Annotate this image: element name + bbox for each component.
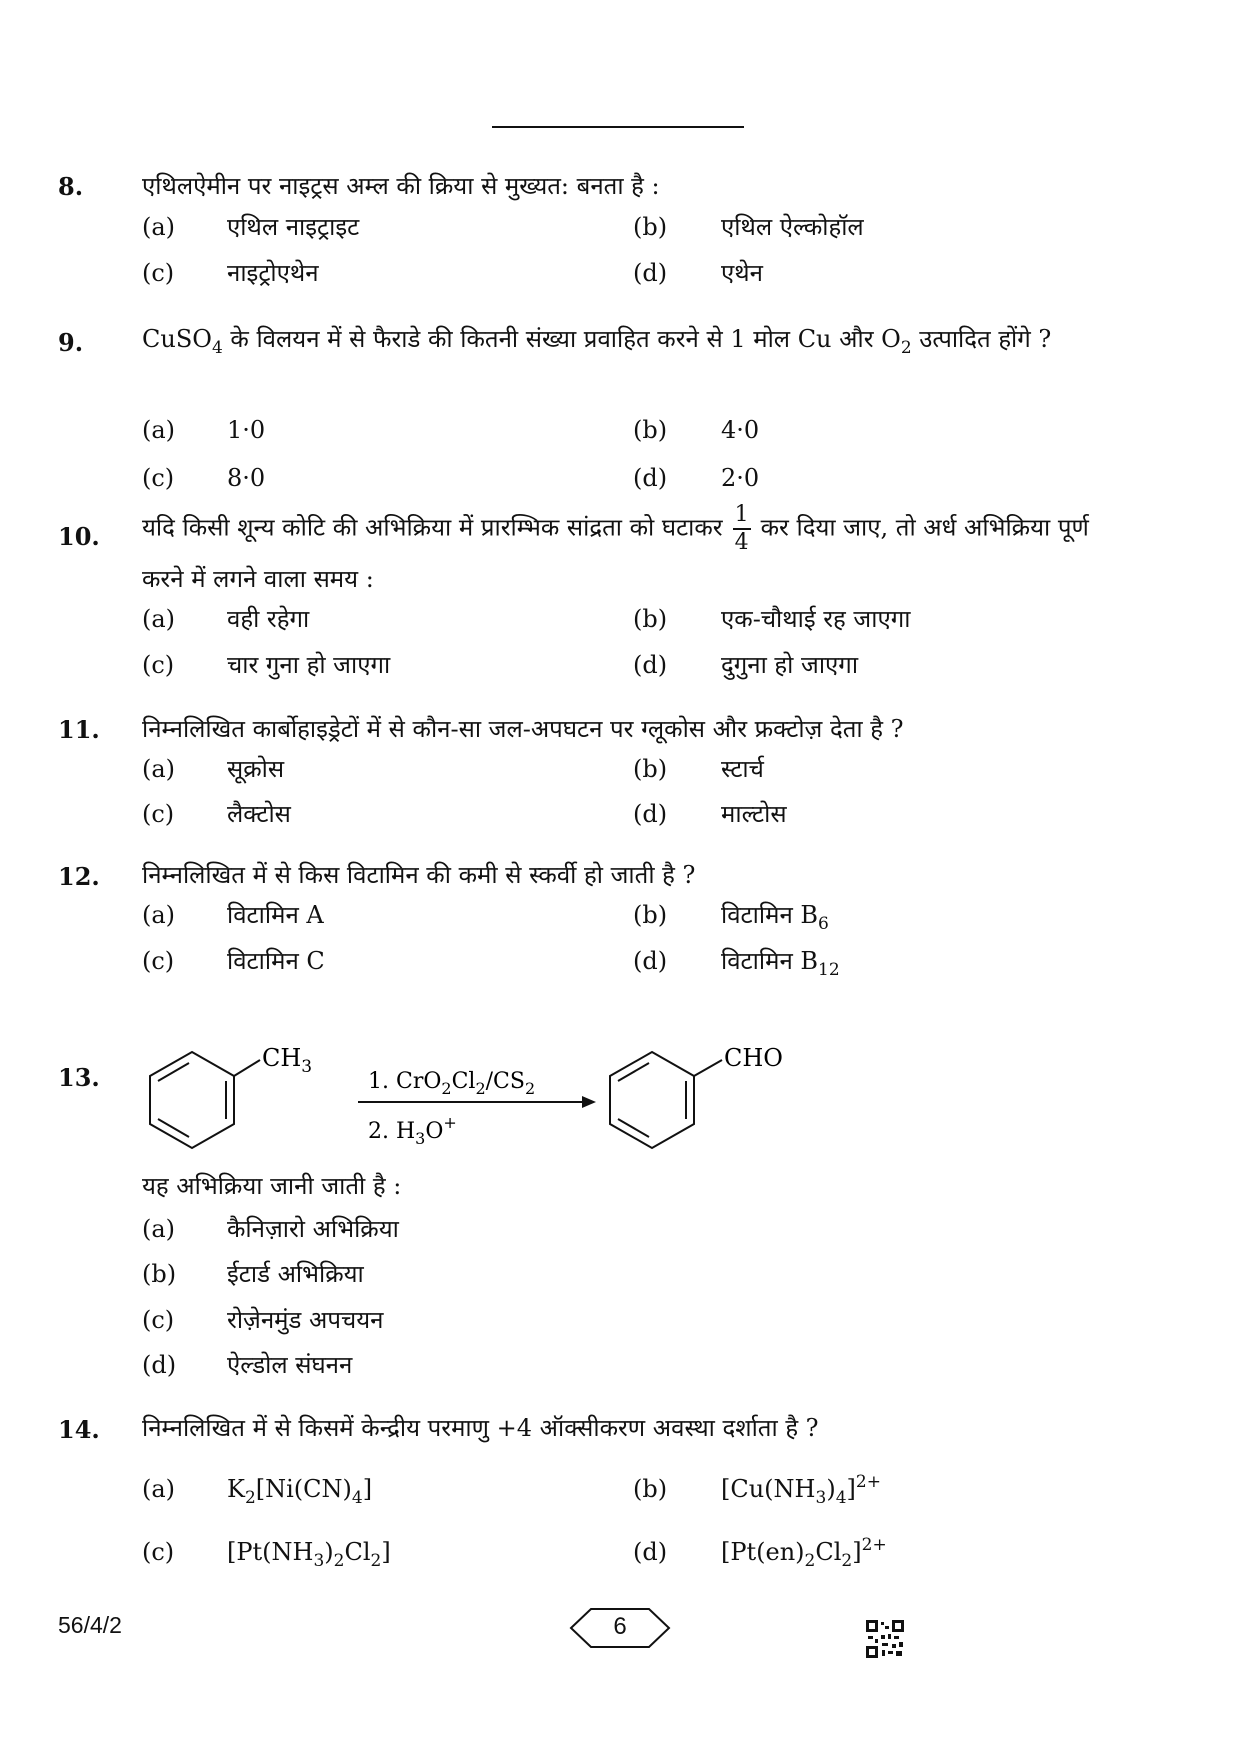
option-label: (c) (142, 651, 175, 679)
option-label: (b) (142, 1260, 177, 1288)
option-label: (b) (633, 605, 668, 633)
option-label: (d) (633, 800, 668, 828)
option-label: (a) (142, 1215, 176, 1243)
option-text: एथेन (721, 259, 763, 287)
option-text: विटामिन A (227, 901, 324, 929)
question-number: 13. (58, 1063, 100, 1092)
question-text: CuSO$_4$ के विलयन में से फैराडे की कितनी संख्या प्रवाहित करने से 1 मोल Cu और $O_2$ उत्पादित होंगे ? (142, 325, 1052, 358)
option-text: रोज़ेनमुंड अपचयन (227, 1306, 384, 1334)
question-number: 11. (58, 715, 100, 744)
option-label: (c) (142, 1538, 175, 1566)
option-label: (b) (633, 416, 668, 444)
option-label: (a) (142, 213, 176, 241)
question-text: एथिलऐमीन पर नाइट्रस अम्ल की क्रिया से मुख्यत: बनता है : (142, 172, 660, 200)
option-label: (b) (633, 901, 668, 929)
page-number-badge (567, 1607, 673, 1649)
option-text: एथिल नाइट्राइट (227, 213, 360, 241)
option-label: (c) (142, 259, 175, 287)
option-text: नाइट्रोएथेन (227, 259, 319, 287)
fraction-one-fourth: $\frac{1}{4}$ (734, 502, 749, 555)
option-formula: $[Pt(NH_3)_2Cl_2]$ (227, 1538, 391, 1571)
top-divider-rule (492, 126, 744, 128)
reagent-line-2: 2. $H_3O^+$ (368, 1113, 457, 1148)
option-formula: $[Pt(en)_2Cl_2]^{2+}$ (721, 1535, 887, 1571)
option-label: (c) (142, 947, 175, 975)
option-label: (c) (142, 800, 175, 828)
question-number: 10. (58, 522, 100, 551)
option-text: विटामिन C (227, 947, 325, 975)
option-label: (d) (633, 259, 668, 287)
option-text: एक-चौथाई रह जाएगा (721, 605, 911, 633)
qr-code-icon (866, 1620, 904, 1658)
question-number: 12. (58, 862, 100, 891)
option-label: (d) (142, 1351, 177, 1379)
option-label: (d) (633, 1538, 668, 1566)
option-label: (a) (142, 755, 176, 783)
question-number: 14. (58, 1415, 100, 1444)
question-text: निम्नलिखित कार्बोहाइड्रेटों में से कौन-सा जल-अपघटन पर ग्लूकोस और फ्रक्टोज़ देता है ? (142, 715, 904, 743)
option-label: (d) (633, 651, 668, 679)
option-label: (a) (142, 416, 176, 444)
option-label: (d) (633, 464, 668, 492)
option-label: (b) (633, 1475, 668, 1503)
option-label: (d) (633, 947, 668, 975)
option-label: (a) (142, 605, 176, 633)
option-text: ऐल्डोल संघनन (227, 1351, 353, 1379)
option-text: 2·0 (721, 464, 760, 492)
option-text: लैक्टोस (227, 800, 291, 828)
option-label: (b) (633, 213, 668, 241)
page-number: 6 (613, 1613, 627, 1640)
question-text: निम्नलिखित में से किसमें केन्द्रीय परमाणु +4 ऑक्सीकरण अवस्था दर्शाता है ? (142, 1414, 819, 1442)
option-text: 4·0 (721, 416, 760, 444)
option-text: वही रहेगा (227, 605, 310, 633)
option-text: चार गुना हो जाएगा (227, 651, 391, 679)
question-number: 9. (58, 328, 84, 357)
option-text: कैनिज़ारो अभिक्रिया (227, 1215, 399, 1243)
option-formula: $K_2[Ni(CN)_4]$ (227, 1475, 373, 1508)
option-text: 1·0 (227, 416, 266, 444)
paper-code: 56/4/2 (58, 1612, 122, 1638)
option-text: स्टार्च (721, 755, 764, 783)
option-label: (b) (633, 755, 668, 783)
option-label: (a) (142, 901, 176, 929)
benzene-ring-reactant (150, 1052, 260, 1148)
question-text: निम्नलिखित में से किस विटामिन की कमी से स्कर्वी हो जाती है ? (142, 861, 696, 889)
option-text: 8·0 (227, 464, 266, 492)
option-text: विटामिन $B_6$ (721, 901, 829, 934)
option-formula: $[Cu(NH_3)_4]^{2+}$ (721, 1472, 881, 1508)
reagent-line-1: 1. $CrO_2Cl_2/CS_2$ (368, 1069, 536, 1098)
question-number: 8. (58, 172, 84, 201)
question-text: यदि किसी शून्य कोटि की अभिक्रिया में प्रारम्भिक सांद्रता को घटाकर $\frac{1}{4}$ कर दिया जाए, तो अर्ध अभिक्रिया पूर्ण करने में लगने वाला समय : (142, 502, 1089, 593)
option-text: ईटार्ड अभिक्रिया (227, 1260, 364, 1288)
question-text: यह अभिक्रिया जानी जाती है : (142, 1172, 402, 1200)
option-text: एथिल ऐल्कोहॉल (721, 213, 864, 241)
option-text: सूक्रोस (227, 755, 285, 783)
option-label: (c) (142, 1306, 175, 1334)
aldehyde-group-label: CHO (724, 1044, 783, 1072)
benzene-ring-product (610, 1052, 722, 1148)
option-label: (c) (142, 464, 175, 492)
option-text: दुगुना हो जाएगा (721, 651, 859, 679)
reaction-scheme (142, 1040, 862, 1170)
option-text: माल्टोस (721, 800, 787, 828)
methyl-group-label: $CH_3$ (262, 1044, 313, 1077)
option-label: (a) (142, 1475, 176, 1503)
option-text: विटामिन $B_{12}$ (721, 947, 840, 980)
